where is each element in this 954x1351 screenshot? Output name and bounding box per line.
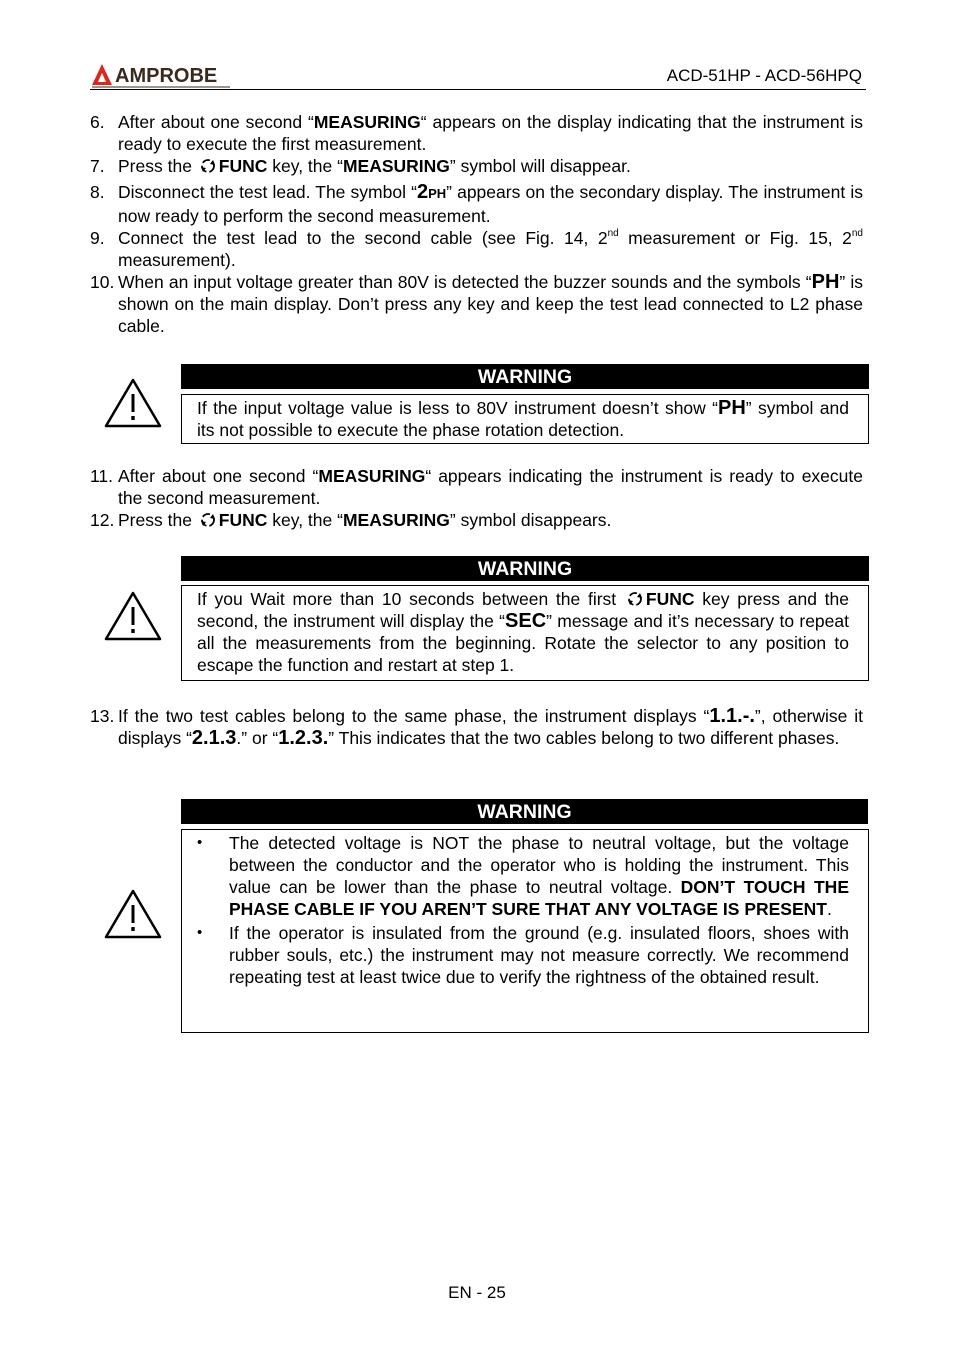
step-number: 13. [90, 706, 115, 726]
step-11: 11. After about one second “MEASURING“ appears indicating the instrument is ready to execute the second measurement. [90, 466, 863, 508]
warning-triangle-icon [103, 590, 163, 642]
step-number: 7. [90, 156, 105, 176]
func-key-icon [199, 511, 217, 529]
step-12: 12. Press the FUNC key, the “MEASURING” symbol disappears. [90, 510, 612, 530]
warning-title: WARNING [181, 799, 868, 824]
step-number: 11. [90, 466, 114, 486]
step-10: 10. When an input voltage greater than 80V is detected the buzzer sounds and the symbols “PH” is shown on the main display. Don’t press any key and keep the test lead connected to L2 phase cable. [90, 271, 864, 336]
amprobe-logo [90, 60, 232, 88]
warning-box-2: If you Wait more than 10 seconds between the first FUNC key press and the second, the instrument will display the “SEC” message and it’s necessary to repeat all the measurements from the beginning. Rotate the selector to any position to escape the function and restart at step 1. [181, 585, 869, 681]
warning-box-3 [181, 829, 869, 1033]
func-key-icon [199, 157, 217, 175]
steps-list-c [90, 705, 863, 749]
step-number: 8. [90, 182, 105, 202]
header-divider [90, 89, 866, 90]
logo-text: AMPROBE [115, 65, 218, 87]
step-13: 13. If the two test cables belong to the same phase, the instrument displays “1.1.-.”, otherwise it displays “2.1.3.” or “1.2.3.” This indicates that the two cables belong to two different phases. [90, 705, 864, 749]
warning-triangle-icon [103, 377, 163, 429]
func-key-icon [626, 590, 644, 608]
step-number: 6. [90, 112, 105, 132]
warning-triangle-icon [103, 888, 163, 940]
step-7: 7. Press the FUNC key, the “MEASURING” symbol will disappear. [90, 156, 631, 176]
step-number: 10. [90, 272, 115, 292]
step-8: 8. Disconnect the test lead. The symbol “2PH” appears on the secondary display. The instrument is now ready to perform the second measurement. [90, 181, 863, 226]
steps-list-a [90, 111, 863, 337]
steps-list-b [90, 465, 863, 531]
warning-box-1: If the input voltage value is less to 80V instrument doesn’t show “PH” symbol and its not possible to execute the phase rotation detection. [181, 394, 869, 444]
step-number: 9. [90, 228, 105, 248]
document-model: ACD-51HP - ACD-56HPQ [666, 66, 862, 85]
warning-bullet-list [197, 832, 849, 988]
logo-mark-icon [90, 60, 232, 88]
warning-bullet-1: • The detected voltage is NOT the phase to neutral voltage, but the voltage between the conductor and the operator who is holding the instrument. This value can be lower than the phase to neutral voltage. DON’T TOUCH THE PHASE CABLE IF YOU AREN’T SURE THAT ANY VOLTAGE IS PRESENT. [197, 833, 849, 919]
step-6: 6. After about one second “MEASURING“ appears on the display indicating that the instrument is ready to execute the first measurement. [90, 112, 863, 154]
warning-bullet-2: • If the operator is insulated from the ground (e.g. insulated floors, shoes with rubber souls, etc.) the instrument may not measure correctly. We recommend repeating test at least twice due to verify the rightness of the obtained result. [197, 923, 849, 987]
step-9: 9. Connect the test lead to the second cable (see Fig. 14, 2nd measurement or Fig. 15, 2nd measurement). [90, 228, 863, 270]
step-number: 12. [90, 510, 115, 530]
warning-title: WARNING [181, 556, 869, 581]
warning-title: WARNING [181, 364, 869, 389]
page-number: EN - 25 [448, 1283, 506, 1302]
